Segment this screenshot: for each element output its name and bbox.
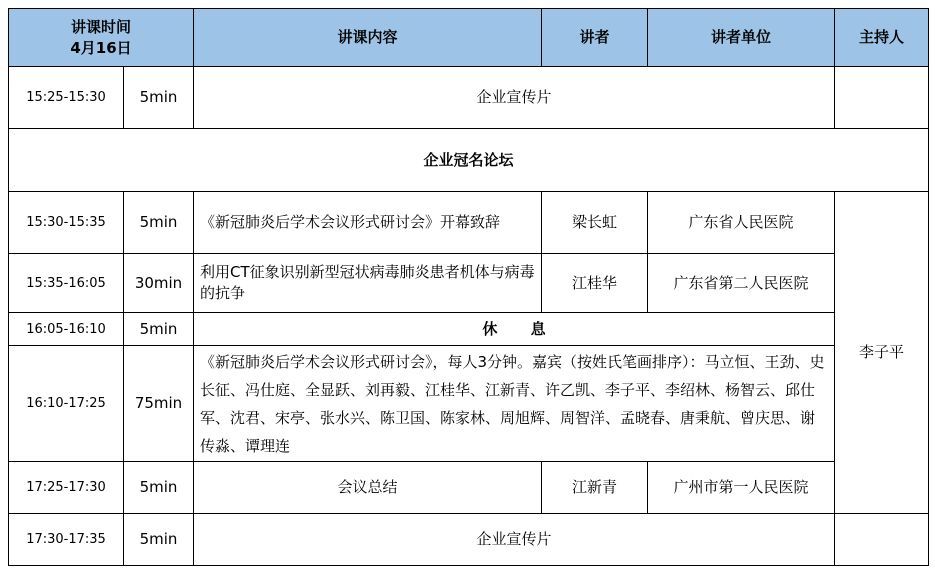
header-time-title: 讲课时间 (70, 17, 131, 36)
time-cell: 15:35-16:05 (9, 254, 124, 313)
host-name: 李子平 (835, 192, 929, 514)
header-date: 4月16日 (70, 38, 132, 57)
section-title: 企业冠名论坛 (9, 129, 929, 192)
time-cell: 16:05-16:10 (9, 313, 124, 346)
duration-cell: 5min (124, 462, 194, 514)
speaker-cell: 梁长虹 (542, 192, 648, 254)
table-row (9, 346, 929, 462)
break-cell: 休 息 (194, 313, 835, 346)
time-cell: 15:25-15:30 (9, 67, 124, 129)
header-row (9, 9, 929, 67)
header-speaker: 讲者 (542, 9, 648, 67)
duration-cell: 30min (124, 254, 194, 313)
header-host: 主持人 (835, 9, 929, 67)
content-cell: 《新冠肺炎后学术会议形式研讨会》，每人3分钟。嘉宾（按姓氏笔画排序）：马立恒、王劲、史长征、冯仕庭、全显跃、刘再毅、江桂华、江新青、许乙凯、李子平、李绍林、杨智云、邱仕军、沈君、宋亭、张水兴、陈卫国、陈家林、周旭辉、周智洋、孟晓春、唐秉航、曾庆思、谢传淼、谭理连 (194, 346, 835, 462)
header-content: 讲课内容 (194, 9, 542, 67)
header-time (9, 9, 194, 67)
time-cell: 17:30-17:35 (9, 514, 124, 566)
time-cell: 16:10-17:25 (9, 346, 124, 462)
unit-cell: 广东省人民医院 (648, 192, 835, 254)
speaker-cell: 江新青 (542, 462, 648, 514)
host-cell-empty (835, 514, 929, 566)
content-cell: 《新冠肺炎后学术会议形式研讨会》开幕致辞 (194, 192, 542, 254)
duration-cell: 5min (124, 514, 194, 566)
content-cell: 会议总结 (194, 462, 542, 514)
section-row (9, 129, 929, 192)
duration-cell: 5min (124, 192, 194, 254)
host-cell-empty (835, 67, 929, 129)
table-row (9, 514, 929, 566)
duration-cell: 5min (124, 313, 194, 346)
time-cell: 17:25-17:30 (9, 462, 124, 514)
table-row (9, 462, 929, 514)
duration-cell: 5min (124, 67, 194, 129)
table-row (9, 192, 929, 254)
unit-cell: 广州市第一人民医院 (648, 462, 835, 514)
content-cell: 利用CT征象识别新型冠状病毒肺炎患者机体与病毒的抗争 (194, 254, 542, 313)
table-row (9, 254, 929, 313)
unit-cell: 广东省第二人民医院 (648, 254, 835, 313)
table-row (9, 313, 929, 346)
content-cell: 企业宣传片 (194, 514, 835, 566)
header-unit: 讲者单位 (648, 9, 835, 67)
duration-cell: 75min (124, 346, 194, 462)
time-cell: 15:30-15:35 (9, 192, 124, 254)
content-cell: 企业宣传片 (194, 67, 835, 129)
table-row (9, 67, 929, 129)
speaker-cell: 江桂华 (542, 254, 648, 313)
schedule-table (8, 8, 929, 566)
